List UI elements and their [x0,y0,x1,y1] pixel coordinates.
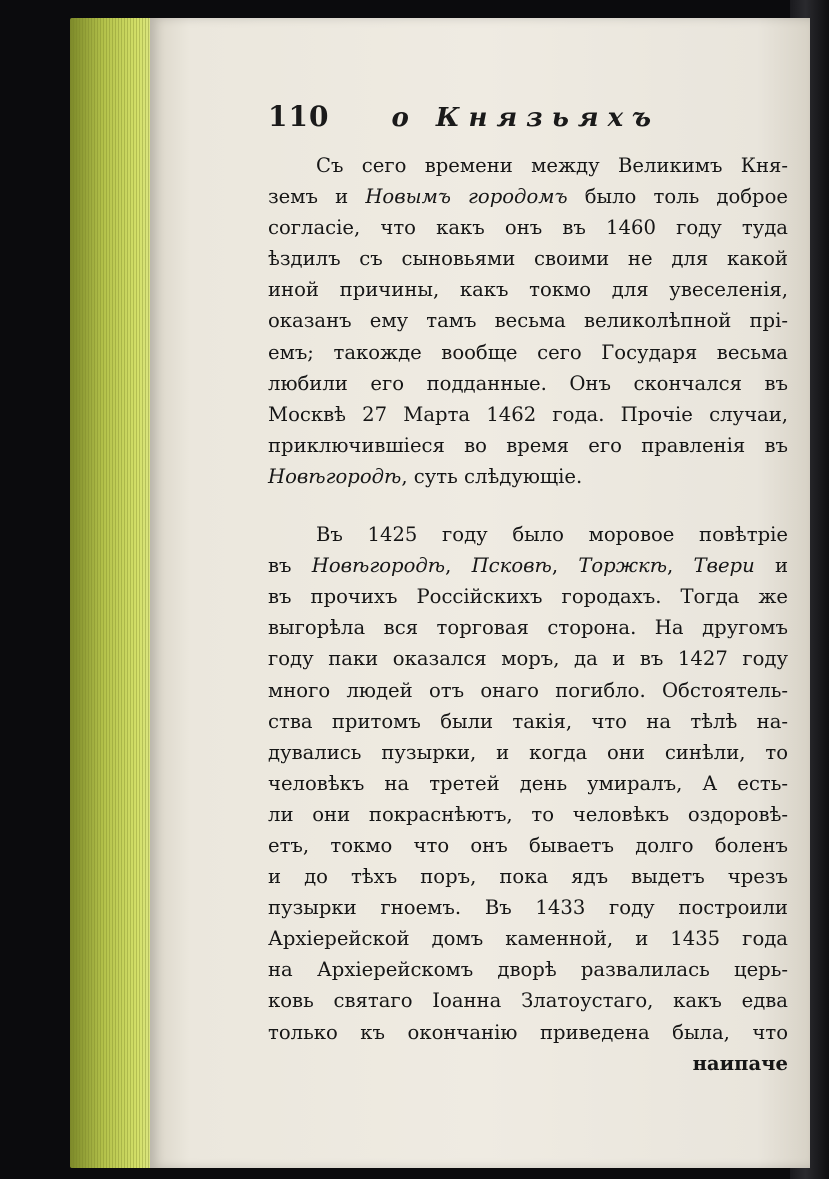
text-line: ли они покраснѣютъ, то человѣкъ оздоровѣ- [268,802,788,826]
text-line: любили его подданные. Онъ скончался въ [268,371,788,395]
paragraph-1 [268,150,788,492]
text-line: Съ сего времени между Великимъ Кня- [316,154,788,177]
catchword: наипаче [692,1051,788,1075]
text-line: Архіерейской домъ каменной, и 1435 года [268,927,788,951]
text-line: много людей отъ онаго погибло. Обстоятель- [268,678,788,702]
text-line: оказанъ ему тамъ весьма великолѣпной прі- [268,309,788,333]
text-line: приключившіеся во время его правленія въ [268,433,788,457]
text-line: на Архіерейскомъ дворѣ развалилась церь- [268,958,788,982]
text-line: Новѣгородѣ, суть слѣдующіе. [268,464,583,488]
text-line: земъ и Новымъ городомъ было толь доброе [268,185,788,209]
page-header [268,100,688,144]
paragraph-2 [268,519,788,1048]
running-title: о Князьяхъ [391,103,660,133]
text-line: пузырки гноемъ. Въ 1433 году построили [268,896,788,920]
text-line: въ прочихъ Россійскихъ городахъ. Тогда же [268,585,788,609]
text-line: дувались пузырки, и когда они синѣли, то [268,740,788,764]
text-line: выгорѣла вся торговая сторона. На другомъ [268,616,788,640]
text-line: емъ; такожде вообще сего Государя весьма [268,340,788,364]
text-line: согласіе, что какъ онъ въ 1460 году туда [268,216,788,240]
text-line: только къ окончанію приведена была, что [268,1020,788,1044]
text-line: етъ, токмо что онъ бываетъ долго боленъ [268,833,788,857]
text-line: ковь святаго Іоанна Златоустаго, какъ едва [268,989,788,1013]
paragraph-gap [268,492,788,519]
text-line: человѣкъ на третей день умиралъ, А есть- [268,771,788,795]
text-line: Москвѣ 27 Марта 1462 года. Прочіе случаи, [268,402,788,426]
text-line: Въ 1425 году было моровое повѣтріе [316,523,788,547]
text-line: ѣздилъ съ сыновьями своими не для какой [268,247,788,271]
text-line: и до тѣхъ поръ, пока ядъ выдетъ чрезъ [268,865,788,889]
page-number: 110 [268,100,330,133]
text-line: въ Новѣгородѣ, Псковѣ, Торжкѣ, Твери и [268,554,789,578]
text-line: ства притомъ были такія, что на тѣлѣ на- [268,709,788,733]
text-line: году паки оказался моръ, да и въ 1427 году [268,647,788,671]
text-line: иной причины, какъ токмо для увеселенія, [268,278,788,302]
body-text [268,150,788,1079]
